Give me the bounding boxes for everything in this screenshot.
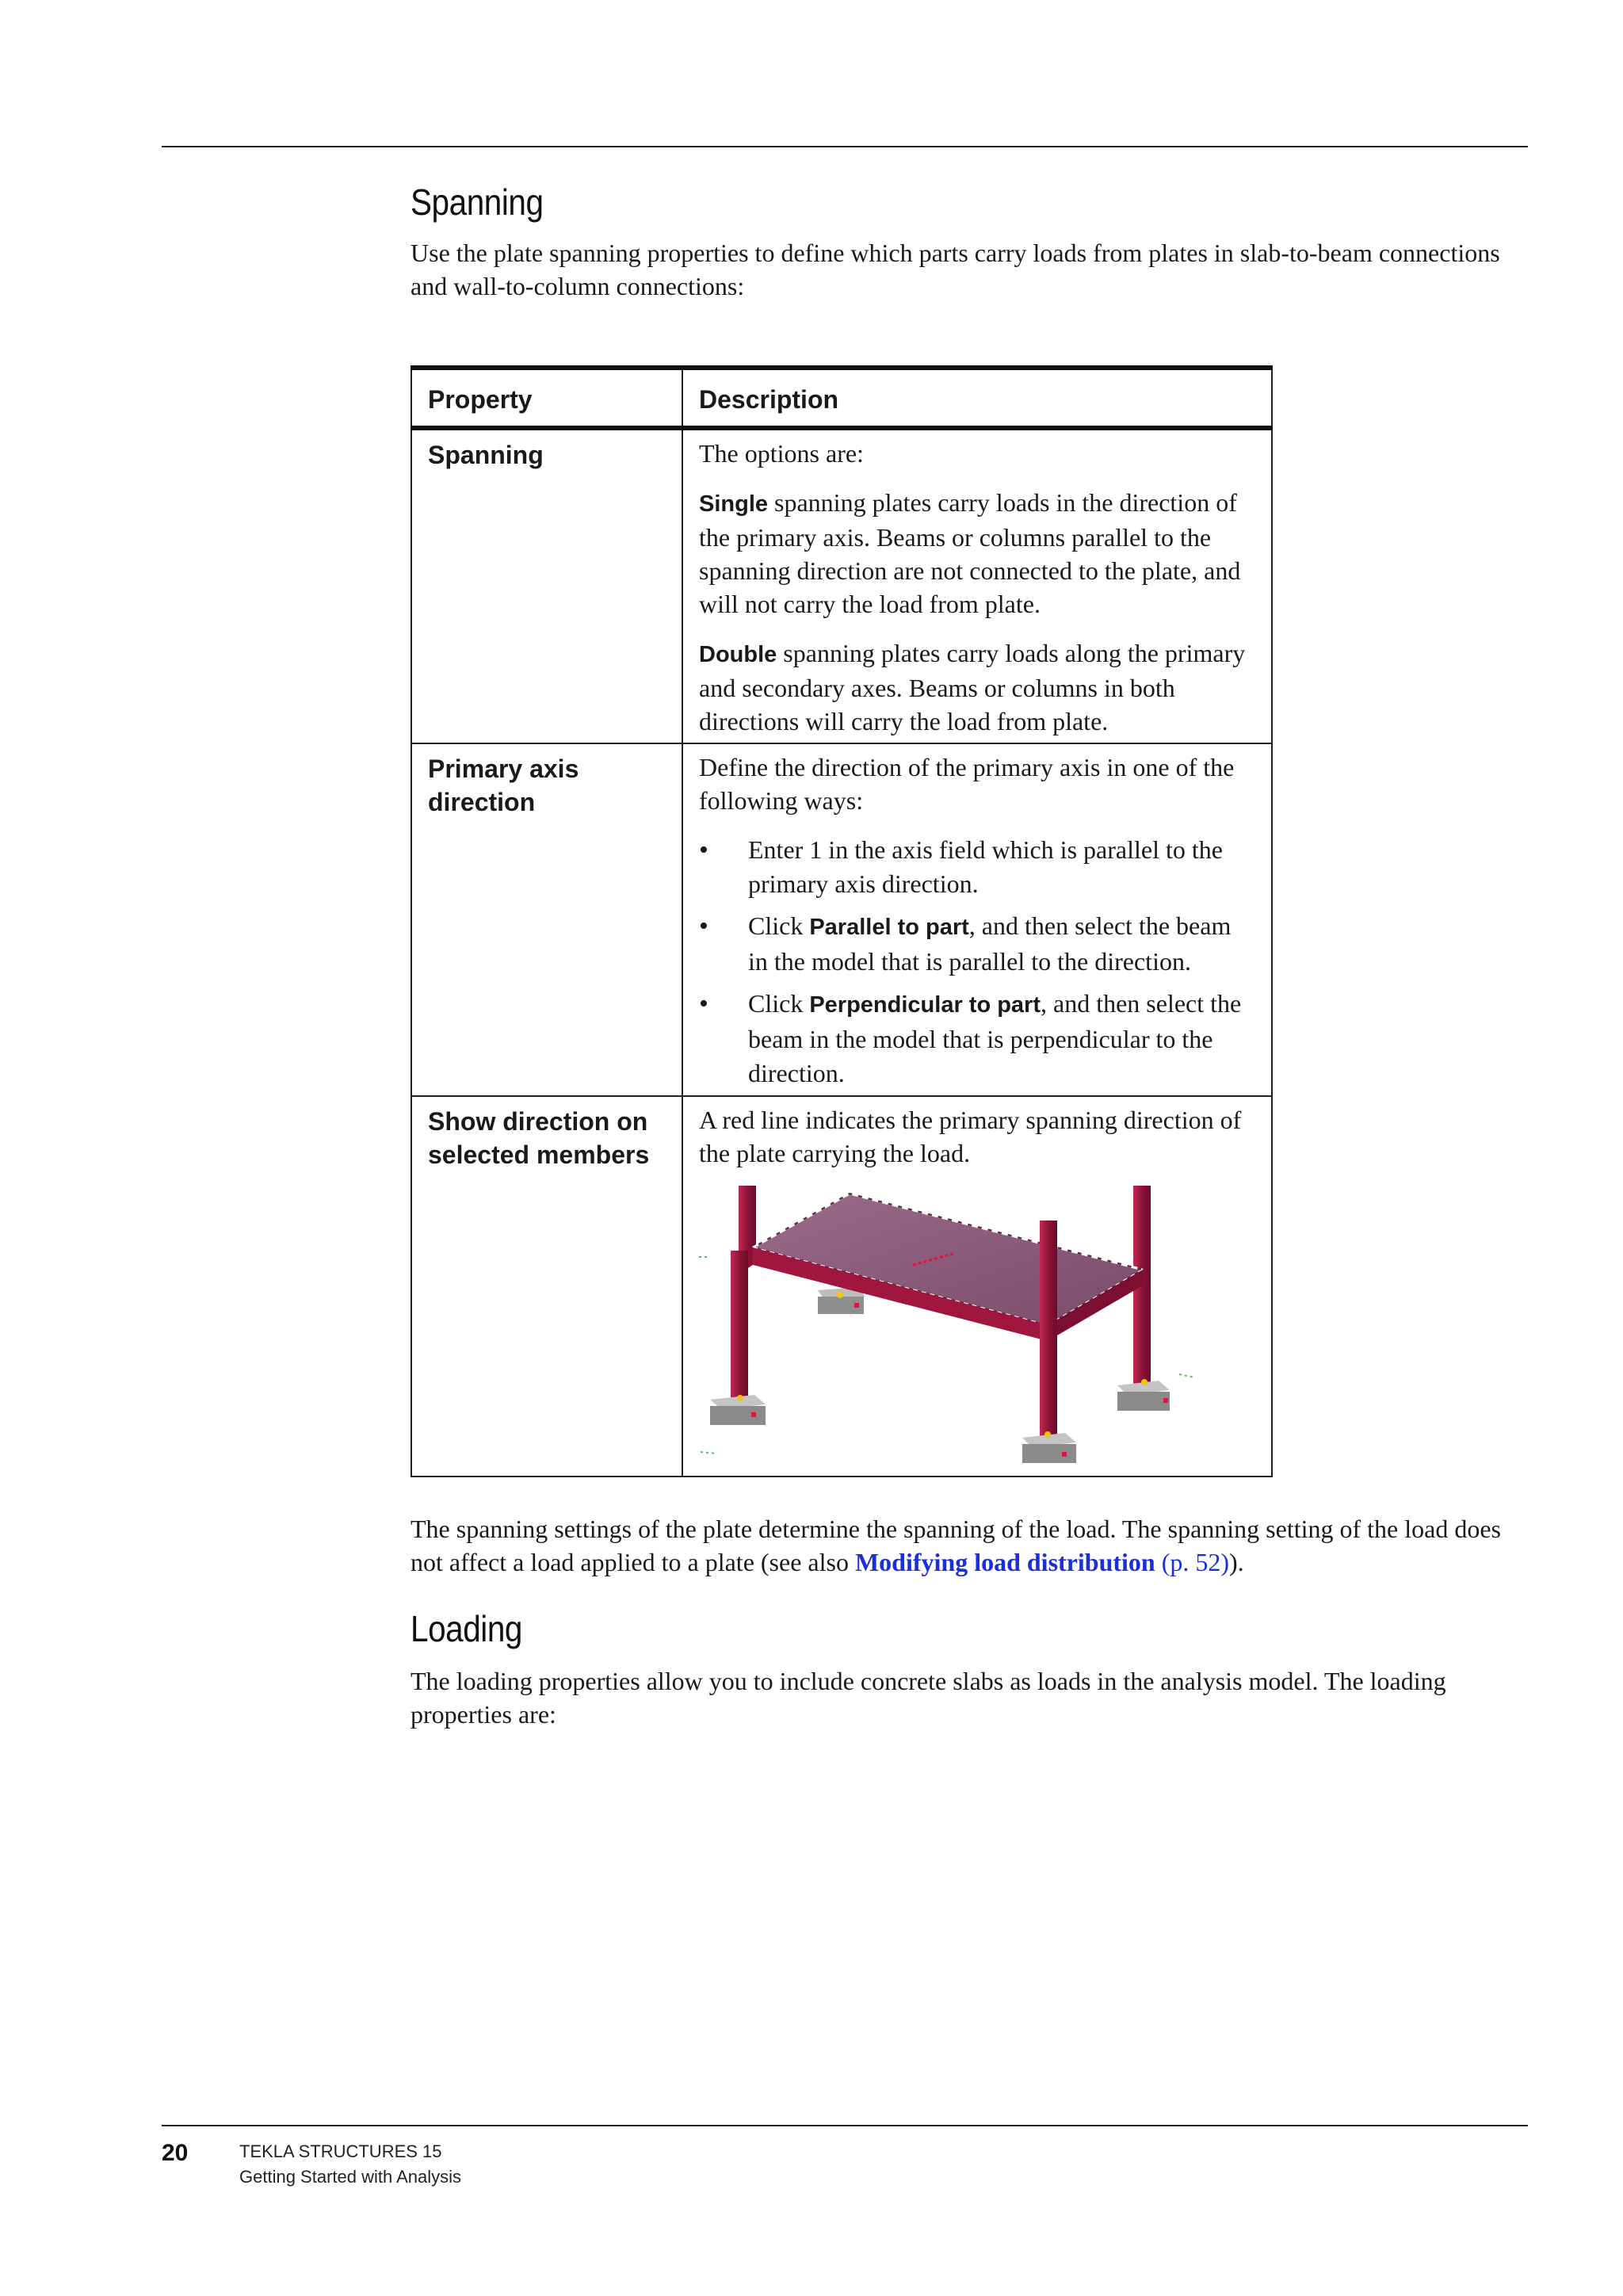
link-modifying-load-distribution[interactable]: Modifying load distribution (854, 1548, 1155, 1576)
list-item (699, 833, 1255, 901)
description-lead: A red line indicates the primary spanning direction of the plate carrying the load. (699, 1106, 1242, 1167)
keyword-double: Double (699, 642, 777, 667)
header-rule (162, 146, 1528, 147)
spanning-note (411, 1512, 1536, 1579)
footer-doc-title: Getting Started with Analysis (239, 2167, 462, 2187)
footing-front-right-side (1022, 1444, 1076, 1463)
grid-guide (1179, 1374, 1195, 1377)
property-description (682, 743, 1272, 1096)
column-front-left (731, 1251, 748, 1409)
footing-front-left-side (710, 1406, 766, 1425)
table-row (411, 743, 1272, 1096)
table-row (411, 1096, 1272, 1477)
grid-guide (701, 1452, 716, 1454)
keyword-perpendicular-to-part: Perpendicular to part (809, 992, 1041, 1018)
header-description: Description (682, 368, 1272, 428)
keyword-parallel-to-part: Parallel to part (809, 915, 969, 940)
support-marker (737, 1395, 743, 1401)
description-lead: The options are: (699, 439, 864, 468)
section-title-spanning: Spanning (411, 181, 544, 223)
footer-rule (162, 2125, 1528, 2126)
list-item-text: , and then select the beam in the model that is parallel to the direction. (748, 911, 1232, 976)
spanning-intro: Use the plate spanning properties to define which parts carry loads from plates in slab-to-beam connections and wall-to-column connections: (411, 239, 1500, 300)
note-text: The spanning settings of the plate determine the spanning of the load. The spanning setting of the load does not affect a load applied to a plate (see also (411, 1515, 1501, 1576)
property-name (411, 1096, 682, 1477)
list-item-text: Enter 1 in the axis field which is parallel to the primary axis direction. (748, 835, 1223, 898)
property-description (682, 428, 1272, 743)
ways-list (699, 833, 1255, 1091)
bullet-icon: • (699, 989, 708, 1018)
page-reference-link[interactable]: (p. 52) (1155, 1548, 1230, 1576)
slab-frame-illustration (699, 1186, 1206, 1471)
option-single (699, 486, 1255, 621)
properties-table (411, 365, 1273, 1477)
list-item-text: Click (748, 911, 810, 940)
table-row (411, 428, 1272, 743)
list-item-text: Click (748, 989, 810, 1018)
option-double-text: spanning plates carry loads along the primary and secondary axes. Beams or columns in both directions will carry the load from plate. (699, 639, 1246, 735)
property-name-line: direction (428, 788, 536, 816)
footer-product: TEKLA STRUCTURES 15 (239, 2141, 442, 2161)
loading-intro: The loading properties allow you to include concrete slabs as loads in the analysis model. The loading properties are: (411, 1667, 1446, 1729)
table-header-row (411, 368, 1272, 428)
node-marker (1062, 1452, 1067, 1457)
property-description (682, 1096, 1272, 1477)
option-single-text: spanning plates carry loads in the direction of the primary axis. Beams or columns parallel to the spanning direction are not connected to the plate, and will not carry the load from plate. (699, 488, 1241, 618)
section-title-loading: Loading (411, 1608, 522, 1649)
footing-right-side (1117, 1392, 1170, 1411)
keyword-single: Single (699, 491, 769, 517)
property-name-line: selected members (428, 1140, 650, 1169)
option-double (699, 636, 1255, 738)
description-lead: Define the direction of the primary axis in one of the following ways: (699, 753, 1235, 815)
support-marker (837, 1292, 843, 1298)
property-name-line: Primary axis (428, 755, 579, 783)
node-marker (751, 1412, 756, 1417)
property-name-line: Show direction on (428, 1107, 648, 1136)
property-name (411, 743, 682, 1096)
property-name: Spanning (411, 428, 682, 743)
node-marker (1163, 1398, 1168, 1403)
bullet-icon: • (699, 835, 708, 865)
list-item-text: , and then select the beam in the model that is perpendicular to the direction. (748, 989, 1242, 1087)
list-item (699, 987, 1255, 1091)
column-front-right (1040, 1221, 1057, 1436)
list-item (699, 909, 1255, 979)
spanning-direction-figure (699, 1186, 1206, 1471)
header-property: Property (411, 368, 682, 428)
page-number: 20 (162, 2140, 189, 2166)
node-marker (854, 1303, 859, 1308)
bullet-icon: • (699, 911, 708, 941)
support-marker (1141, 1379, 1148, 1385)
note-text: ). (1229, 1548, 1244, 1576)
support-marker (1044, 1431, 1051, 1438)
